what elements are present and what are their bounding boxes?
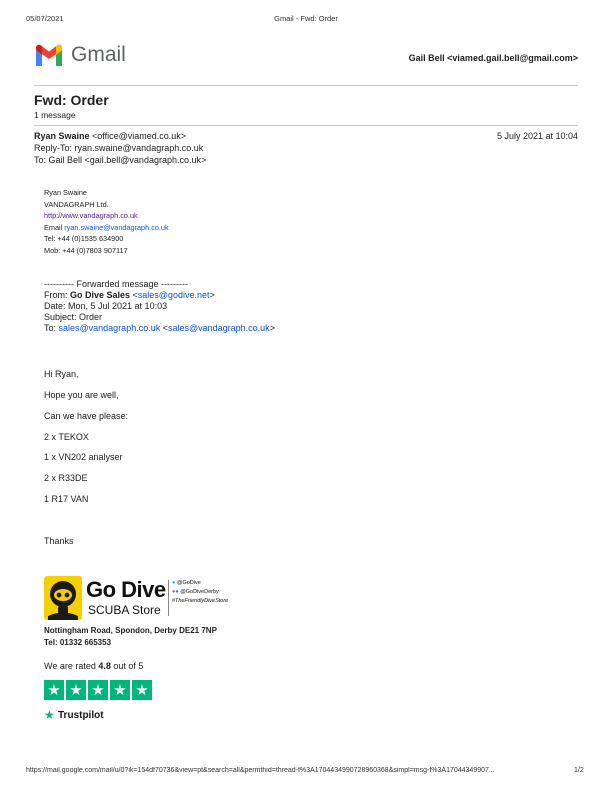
forwarded-date: Date: Mon, 5 Jul 2021 at 10:03	[44, 301, 168, 311]
print-title: Gmail - Fwd: Order	[274, 14, 338, 23]
order-item: 2 x TEKOX	[44, 432, 89, 442]
order-item: 1 R17 VAN	[44, 494, 89, 504]
message-count: 1 message	[34, 110, 76, 120]
order-item: 2 x R33DE	[44, 473, 88, 483]
diver-mascot-icon	[44, 576, 82, 620]
signature-block	[44, 187, 169, 256]
signature-tel: Tel: +44 (0)1535 634900	[44, 234, 124, 243]
divider-top	[34, 85, 578, 86]
print-footer-url: https://mail.google.com/mail/u/0?ik=154df70736&view=pt&search=all&permthid=thread-f%3A1704434990728960368&simpl=msg-f%3A17044349907...	[26, 767, 495, 774]
godive-tel: Tel: 01332 665353	[44, 638, 112, 647]
forwarded-subject: Subject: Order	[44, 312, 103, 322]
trustpilot-star-icon: ★	[44, 708, 55, 722]
instagram-icon: ●	[172, 589, 176, 595]
signature-email-link[interactable]: ryan.swaine@vandagraph.co.uk	[64, 222, 169, 232]
social-twitter	[172, 579, 228, 588]
forwarded-from: From: Go Dive Sales <sales@godive.net>	[44, 290, 215, 300]
sender-line	[34, 131, 186, 141]
trustpilot-wordmark: Trustpilot	[58, 710, 104, 721]
forwarded-from-email-link[interactable]: sales@godive.net	[137, 290, 210, 300]
logo-divider	[168, 580, 169, 616]
signature-company: VANDAGRAPH Ltd.	[44, 199, 109, 209]
trustpilot-stars	[44, 680, 154, 700]
rating-line	[44, 661, 143, 671]
forwarded-to-email-link-2[interactable]: sales@vandagraph.co.uk	[167, 323, 270, 333]
body-greeting: Hi Ryan,	[44, 369, 79, 379]
social-twitter-handle: @GoDive	[176, 580, 201, 586]
star-icon: ★	[132, 680, 152, 700]
rating-value: 4.8	[98, 661, 111, 671]
forwarded-header	[44, 279, 275, 334]
forwarded-from-name: Go Dive Sales	[70, 290, 131, 300]
signature-email-line	[44, 222, 169, 234]
rating-suffix: out of 5	[110, 661, 144, 671]
forwarded-to-label: To:	[44, 323, 59, 333]
gmail-logo-text: Gmail	[71, 43, 126, 66]
signature-website-link[interactable]: http://www.vandagraph.co.uk	[44, 211, 138, 220]
body-closing: Thanks	[44, 536, 74, 546]
godive-social	[172, 579, 228, 606]
print-date: 05/07/2021	[26, 14, 64, 23]
star-icon: ★	[88, 680, 108, 700]
thread-subject: Fwd: Order	[34, 92, 109, 108]
godive-logo	[44, 576, 234, 620]
facebook-icon: ●	[175, 589, 179, 595]
signature-email-label: Email	[44, 222, 65, 232]
forwarded-to: To: sales@vandagraph.co.uk <sales@vandagraph.co.uk>	[44, 323, 275, 333]
social-hashtag: #TheFriendlyDiveStore	[172, 598, 229, 604]
body-line-1: Hope you are well,	[44, 390, 119, 400]
godive-address: Nottingham Road, Spondon, Derby DE21 7NP	[44, 626, 217, 635]
account-email: Gail Bell <viamed.gail.bell@gmail.com>	[408, 53, 578, 63]
divider-message	[34, 125, 578, 126]
print-page-number: 1/2	[574, 767, 584, 774]
godive-logo-sub: SCUBA Store	[88, 603, 161, 617]
forwarded-separator: ---------- Forwarded message ---------	[44, 279, 188, 289]
star-icon: ★	[110, 680, 130, 700]
to-line: To: Gail Bell <gail.bell@vandagraph.co.uk>	[34, 155, 207, 165]
godive-logo-main: Go Dive	[86, 577, 166, 602]
social-instagram-facebook	[172, 588, 228, 597]
forwarded-from-label: From:	[44, 290, 70, 300]
twitter-icon: ●	[172, 580, 176, 586]
star-icon: ★	[44, 680, 64, 700]
sender-email: <office@viamed.co.uk>	[92, 131, 187, 141]
rating-prefix: We are rated	[44, 661, 99, 671]
reply-to: Reply-To: ryan.swaine@vandagraph.co.uk	[34, 143, 204, 153]
social-ig-fb-handle: @GoDiveDerby	[180, 589, 219, 595]
sender-name: Ryan Swaine	[34, 131, 90, 141]
order-item: 1 x VN202 analyser	[44, 452, 123, 462]
star-icon: ★	[66, 680, 86, 700]
gmail-logo-icon	[34, 44, 64, 68]
signature-mob: Mob: +44 (0)7803 907117	[44, 245, 128, 255]
message-date: 5 July 2021 at 10:04	[496, 131, 578, 141]
forwarded-to-email-link[interactable]: sales@vandagraph.co.uk	[58, 323, 161, 333]
signature-name: Ryan Swaine	[44, 188, 87, 197]
body-line-2: Can we have please:	[44, 411, 129, 421]
